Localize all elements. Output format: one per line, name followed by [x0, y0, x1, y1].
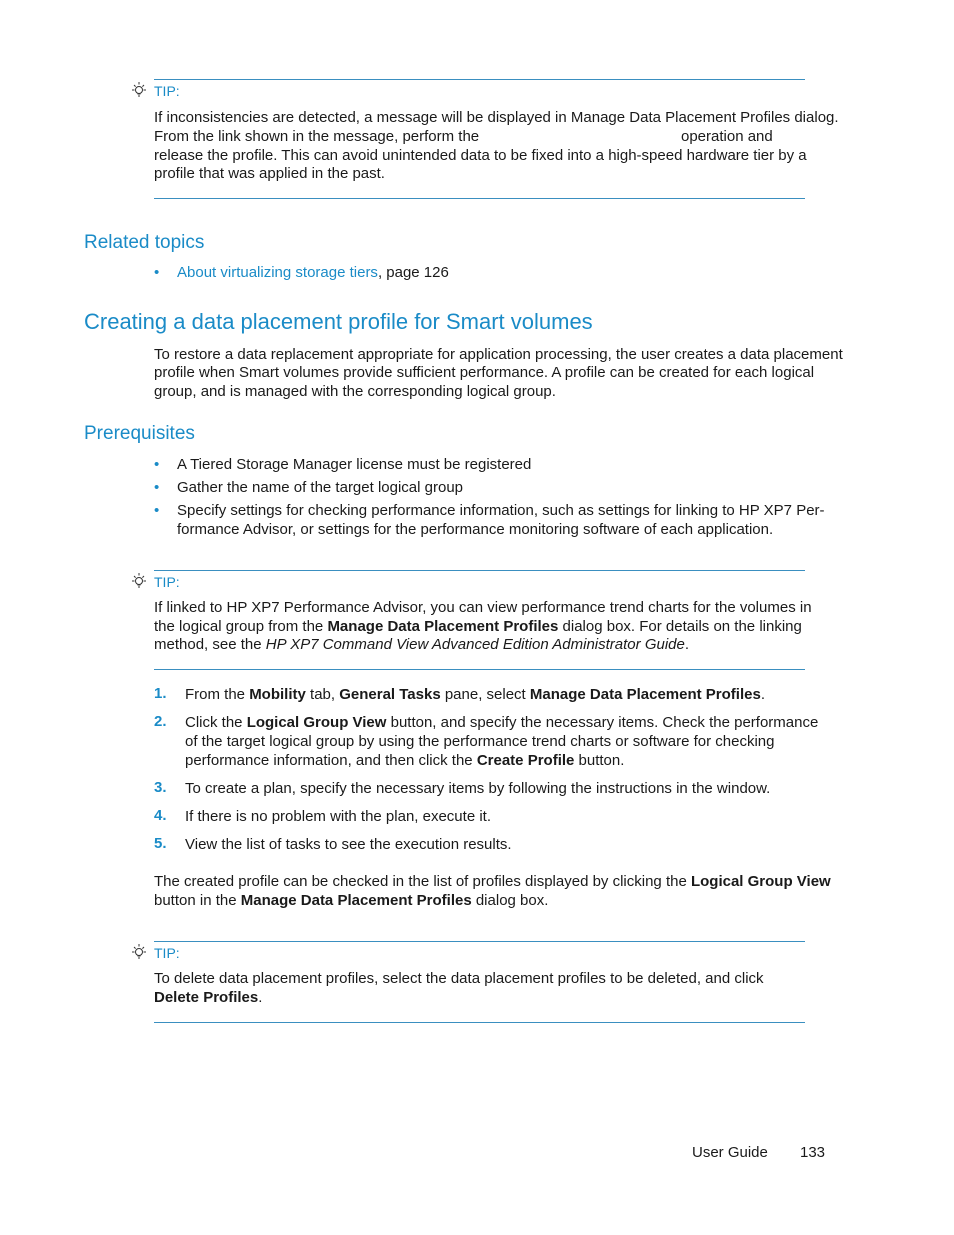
lightbulb-icon	[130, 571, 148, 591]
page-number: 133	[800, 1144, 826, 1161]
tip-bottom-rule	[154, 198, 805, 199]
tip-text-line: Delete Profiles.	[154, 989, 263, 1006]
prerequisite-item: formance Advisor, or settings for the performance monitoring software of each application.	[177, 521, 774, 538]
section-title: Creating a data placement profile for Smart volumes	[84, 309, 593, 334]
tip-text-line: If inconsistencies are detected, a message will be displayed in Manage Data Placement Profiles dialog.	[154, 109, 839, 126]
tip-text-line: method, see the HP XP7 Command View Advanced Edition Administrator Guide.	[154, 636, 690, 653]
step-number: 3.	[154, 779, 167, 796]
step-number: 4.	[154, 807, 167, 824]
tip-text-line: From the link shown in the message, perform the	[154, 128, 480, 145]
step-number: 5.	[154, 835, 167, 852]
footer-guide-title: User Guide	[692, 1144, 768, 1161]
prerequisite-item: Specify settings for checking performance information, such as settings for linking to HP XP7 Per-	[177, 502, 825, 519]
lightbulb-icon	[130, 80, 148, 100]
tip-text-line: To delete data placement profiles, select the data placement profiles to be deleted, and click	[154, 970, 764, 987]
related-topic-item: About virtualizing storage tiers, page 126	[177, 264, 449, 281]
closing-paragraph-line: The created profile can be checked in the list of profiles displayed by clicking the Logical Group View	[154, 873, 831, 890]
closing-paragraph-line: button in the Manage Data Placement Profiles dialog box.	[154, 892, 549, 909]
step-text: From the Mobility tab, General Tasks pane, select Manage Data Placement Profiles.	[185, 686, 765, 703]
intro-paragraph-line: profile when Smart volumes provide sufficient performance. A profile can be created for each logical	[154, 364, 815, 381]
intro-paragraph-line: To restore a data replacement appropriate for application processing, the user creates a data placement	[154, 346, 843, 363]
tip-label: TIP:	[154, 83, 180, 99]
step-number: 1.	[154, 685, 167, 702]
lightbulb-icon	[130, 942, 148, 962]
step-number: 2.	[154, 713, 167, 730]
tip-text-line: the logical group from the Manage Data Placement Profiles dialog box. For details on the linking	[154, 618, 802, 635]
tip-label: TIP:	[154, 574, 180, 590]
tip-text-line: profile that was applied in the past.	[154, 165, 385, 182]
tip-top-rule	[154, 941, 805, 942]
step-text: Click the Logical Group View button, and specify the necessary items. Check the performance	[185, 714, 819, 731]
intro-paragraph-line: group, and is managed with the corresponding logical group.	[154, 383, 556, 400]
step-text: of the target logical group by using the performance trend charts or software for checking	[185, 733, 775, 750]
bullet-icon: •	[154, 479, 160, 496]
tip-top-rule	[154, 570, 805, 571]
prerequisite-item: Gather the name of the target logical group	[177, 479, 464, 496]
tip-text-line: operation and	[681, 128, 773, 145]
bullet-icon: •	[154, 264, 160, 281]
related-topic-link[interactable]: About virtualizing storage tiers	[177, 264, 378, 281]
tip-bottom-rule	[154, 669, 805, 670]
tip-text-line: release the profile. This can avoid unintended data to be fixed into a high-speed hardware tier by a	[154, 147, 807, 164]
tip-bottom-rule	[154, 1022, 805, 1023]
step-text: View the list of tasks to see the execution results.	[185, 836, 512, 853]
tip-top-rule	[154, 79, 805, 80]
step-text: performance information, and then click the Create Profile button.	[185, 752, 625, 769]
tip-label: TIP:	[154, 945, 180, 961]
step-text: To create a plan, specify the necessary items by following the instructions in the window.	[185, 780, 771, 797]
bullet-icon: •	[154, 456, 160, 473]
bullet-icon: •	[154, 502, 160, 519]
tip-text-line: If linked to HP XP7 Performance Advisor, you can view performance trend charts for the volumes in	[154, 599, 812, 616]
related-topics-heading: Related topics	[84, 232, 205, 253]
prerequisites-heading: Prerequisites	[84, 423, 195, 444]
step-text: If there is no problem with the plan, execute it.	[185, 808, 491, 825]
prerequisite-item: A Tiered Storage Manager license must be registered	[177, 456, 532, 473]
